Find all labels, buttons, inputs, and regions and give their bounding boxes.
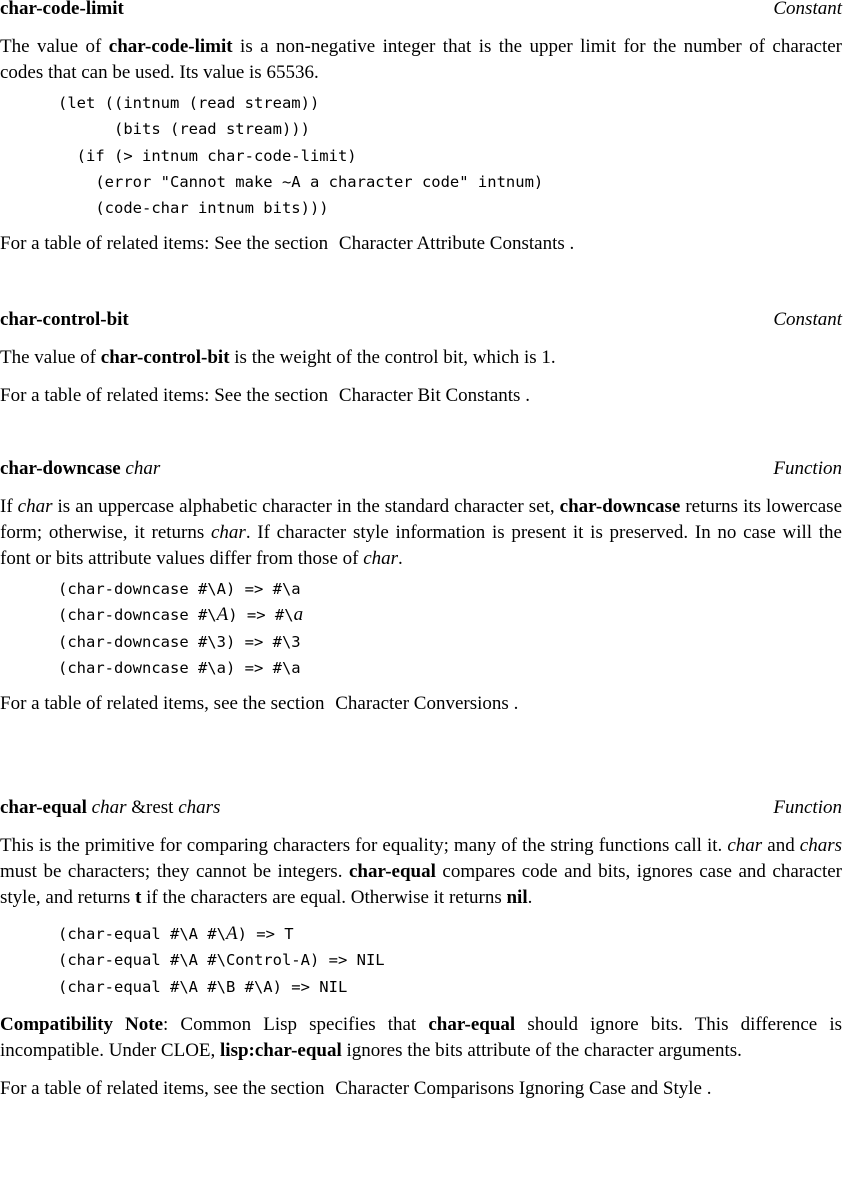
section-link[interactable]: Character Comparisons Ignoring Case and Style [335,1077,702,1099]
compatibility-note: Compatibility Note: Common Lisp specifies that char-equal should ignore bits. This difference is incompatible. Under CLOE, lisp:char-equal ignores the bits attribute of the character arguments. [0,1013,842,1061]
section-link[interactable]: Character Attribute Constants [338,233,565,255]
entry-description: If char is an uppercase alphabetic character in the standard character set, char-downcase returns its lowercase form; otherwise, it returns char. If character style information is present it is preserved. In no case will the font or bits attribute values differ from those of char. [0,496,843,569]
entry-kind: Function [773,458,842,479]
related-items: For a table of related items, see the section Character Comparisons Ignoring Case and Style . [0,1077,712,1099]
section-link[interactable]: Character Conversions [335,693,509,715]
term: char-control-bit [100,347,230,368]
entry-name: char-downcase [0,458,121,479]
term: nil [506,887,528,908]
term: char-downcase [559,496,681,517]
entry-header [0,456,842,482]
related-items: For a table of related items: See the section Character Attribute Constants . [0,233,575,255]
term: t [135,887,142,908]
related-items: For a table of related items, see the section Character Conversions . [0,693,519,715]
code-example: (let ((intnum (read stream)) (bits (read stream))) (if (> intnum char-code-limit) (error "Cannot make ~A a character code" intnum) (code-char intnum bits))) [58,94,544,218]
entry-kind: Constant [773,0,842,19]
entry-args: char [125,458,161,479]
entry-name: char-code-limit [0,0,124,19]
term: lisp:char-equal [220,1039,342,1061]
entry-char-control-bit [0,307,842,409]
entry-char-downcase [0,456,842,717]
entry-header [0,0,842,22]
term: char-equal [428,1013,516,1035]
entry-description: The value of char-control-bit is the weight of the control bit, which is 1. [0,347,556,368]
entry-args-rest: &rest [131,797,174,818]
entry-name: char-control-bit [0,309,129,330]
term: char-code-limit [108,36,233,57]
entry-header [0,795,842,821]
entry-description: The value of char-code-limit is a non-negative integer that is the upper limit for the number of character codes that can be used. Its value is 65536. [0,36,842,83]
entry-args: chars [178,797,221,818]
entry-kind: Constant [773,309,842,330]
entry-char-code-limit [0,0,842,257]
code-example: (char-downcase #\A) => #\a (char-downcase #\A) => #\a (char-downcase #\3) => #\3 (char-downcase #\a) => #\a [58,580,304,677]
code-example: (char-equal #\A #\A) => T (char-equal #\A #\Control-A) => NIL (char-equal #\A #\B #\A) => NIL [58,923,385,996]
entry-args: char [91,797,127,818]
section-link[interactable]: Character Bit Constants [338,385,521,406]
note-label: Compatibility Note [0,1013,164,1035]
entry-header [0,307,842,333]
entry-description: This is the primitive for comparing characters for equality; many of the string functions call it. char and chars must be characters; they cannot be integers. char-equal compares code and bits, ignores case and character style, and returns t if the characters are equal. Otherwise it returns nil. [0,835,843,908]
term: char-equal [348,861,436,882]
entry-name: char-equal [0,797,87,818]
related-items: For a table of related items: See the section Character Bit Constants . [0,385,530,406]
entry-kind: Function [773,797,842,818]
entry-char-equal [0,795,842,1102]
